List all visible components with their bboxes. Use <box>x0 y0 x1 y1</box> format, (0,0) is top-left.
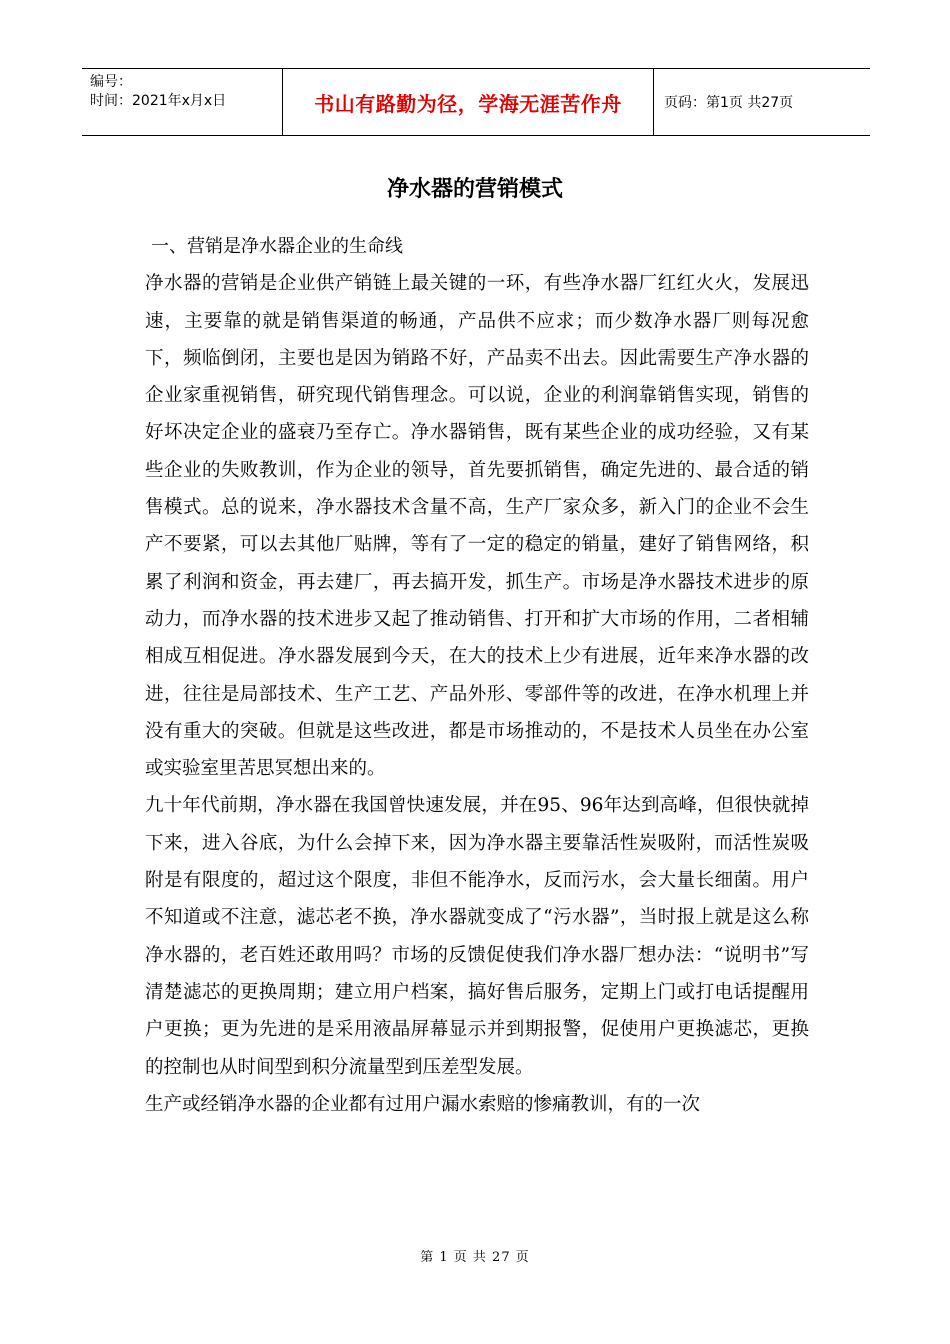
document-body <box>145 228 809 1123</box>
body-paragraph: 九十年代前期，净水器在我国曾快速发展，并在95、96年达到高峰，但很快就掉下来，进入谷底，为什么会掉下来，因为净水器主要靠活性炭吸附，而活性炭吸附是有限度的，超过这个限度，非但不能净水，反而污水，会大量长细菌。用户不知道或不注意，滤芯老不换，净水器就变成了“污水器”，当时报上就是这么称净水器的，老百姓还敢用吗？市场的反馈促使我们净水器厂想办法：“说明书”写清楚滤芯的更换周期；建立用户档案，搞好售后服务，定期上门或打电话提醒用户更换；更为先进的是采用液晶屏幕显示并到期报警，促使用户更换滤芯，更换的控制也从时间型到积分流量型到压差型发展。 <box>145 795 809 1078</box>
body-paragraph: 净水器的营销是企业供产销链上最关键的一环，有些净水器厂红红火火，发展迅速，主要靠的就是销售渠道的畅通，产品供不应求；而少数净水器厂则每况愈下，频临倒闭，主要也是因为销路不好，产品卖不出去。因此需要生产净水器的企业家重视销售，研究现代销售理念。可以说，企业的利润靠销售实现，销售的好坏决定企业的盛衰乃至存亡。净水器销售，既有某些企业的成功经验，又有某些企业的失败教训，作为企业的领导，首先要抓销售，确定先进的、最合适的销售模式。总的说来，净水器技术含量不高，生产厂家众多，新入门的企业不会生产不要紧，可以去其他厂贴牌，等有了一定的稳定的销量，建好了销售网络，积累了利润和资金，再去建厂，再去搞开发，抓生产。市场是净水器技术进步的原动力，而净水器的技术进步又起了推动销售、打开和扩大市场的作用，二者相辅相成互相促进。净水器发展到今天，在大的技术上少有进展，近年来净水器的改进，往往是局部技术、生产工艺、产品外形、零部件等的改进，在净水机理上并没有重大的突破。但就是这些改进，都是市场推动的，不是技术人员坐在办公室或实验室里苦思冥想出来的。 <box>145 273 809 780</box>
page-footer: 第 1 页 共 27 页 <box>420 1250 530 1265</box>
section-heading: 一、营销是净水器企业的生命线 <box>151 236 403 257</box>
header-meta-cell <box>82 69 282 135</box>
document-number-label: 编号： <box>90 74 132 90</box>
header-page-info: 页码：第1页 共27页 <box>664 95 794 111</box>
body-paragraph: 生产或经销净水器的企业都有过用户漏水索赔的惨痛教训，有的一次 <box>145 1093 701 1115</box>
header-table <box>82 68 870 136</box>
document-time-label: 时间：2021年x月x日 <box>90 93 227 109</box>
header-motto: 书山有路勤为径，学海无涯苦作舟 <box>282 69 654 135</box>
document-title: 净水器的营销模式 <box>386 177 563 202</box>
